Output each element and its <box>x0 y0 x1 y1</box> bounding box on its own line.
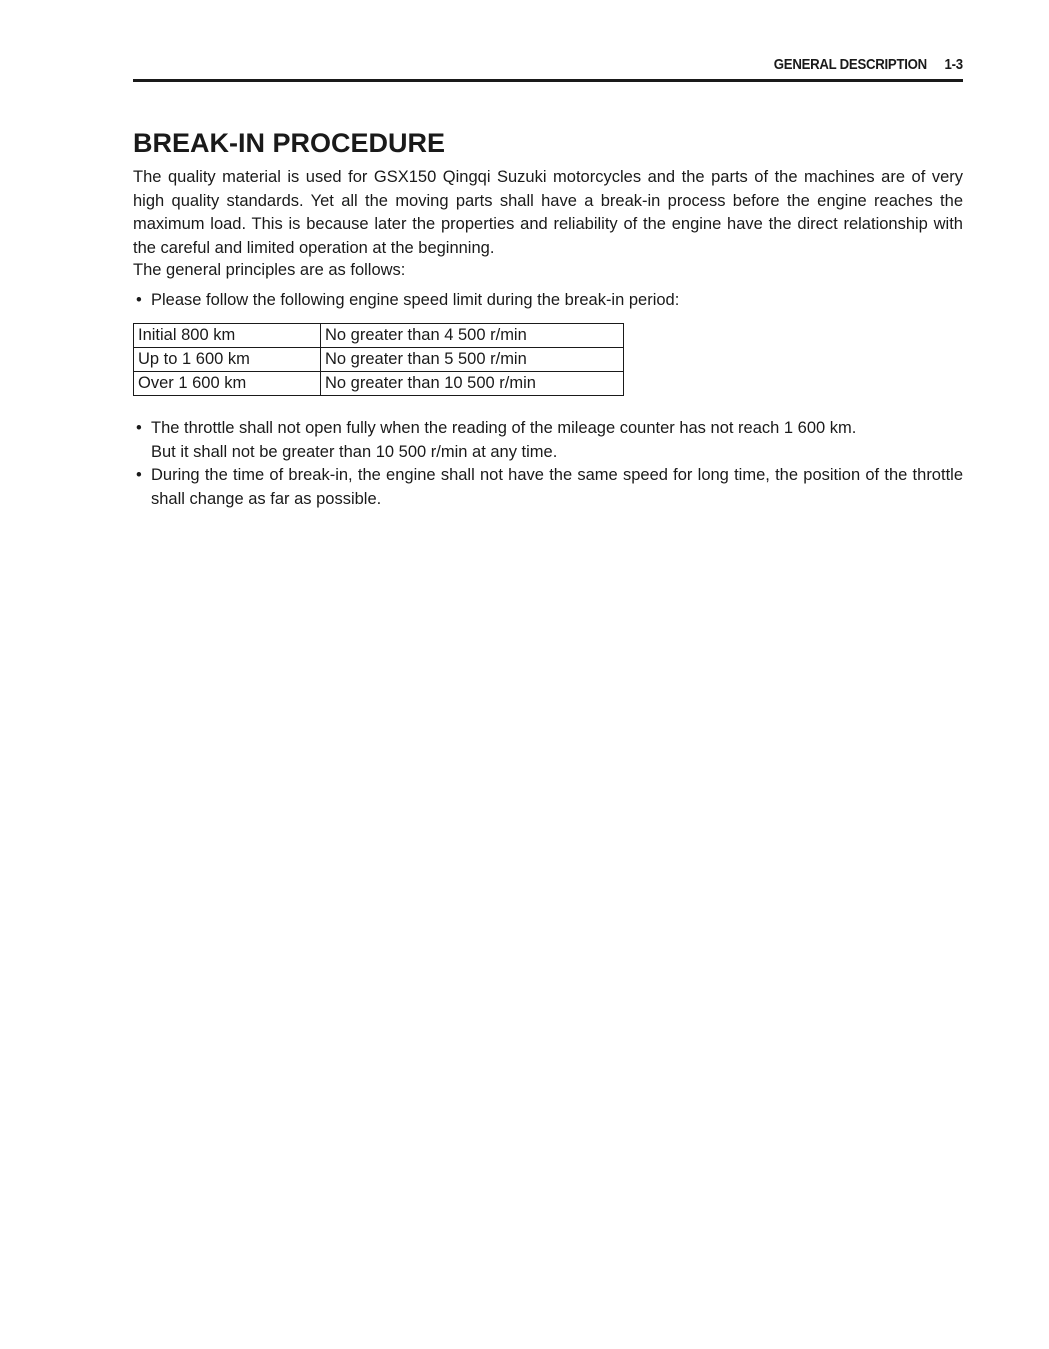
table-cell-distance: Over 1 600 km <box>134 372 321 396</box>
bullet-text-line: The throttle shall not open fully when the reading of the mileage counter has not reach 1 600 km. <box>151 419 857 437</box>
table-row <box>134 372 624 396</box>
table-cell-distance: Up to 1 600 km <box>134 348 321 372</box>
bullet-throttle-position <box>133 464 963 511</box>
bullet-glyph: • <box>136 291 142 309</box>
bullet-throttle-open <box>133 417 963 464</box>
header-rule <box>133 79 963 82</box>
page-title: BREAK-IN PROCEDURE <box>133 128 446 158</box>
bullet-glyph: • <box>136 466 142 484</box>
header-page-number: 1-3 <box>944 56 963 73</box>
table-cell-limit: No greater than 10 500 r/min <box>321 372 624 396</box>
header-section-title: GENERAL DESCRIPTION <box>773 56 928 73</box>
bullet-text <box>151 417 963 464</box>
principles-intro: The general principles are as follows: <box>133 261 406 279</box>
bullet-text-line: But it shall not be greater than 10 500 r/min at any time. <box>151 442 558 461</box>
table-cell-limit: No greater than 5 500 r/min <box>321 348 624 372</box>
running-header <box>774 56 963 78</box>
table-cell-limit: No greater than 4 500 r/min <box>321 324 624 348</box>
bullet-text: During the time of break-in, the engine shall not have the same speed for long time, the position of the throttle shall change as far as possible. <box>151 466 963 508</box>
bullet-text: Please follow the following engine speed limit during the break-in period: <box>151 291 680 309</box>
speed-limit-table <box>133 323 624 396</box>
table-row <box>134 324 624 348</box>
table-cell-distance: Initial 800 km <box>134 324 321 348</box>
bullet-speed-limit <box>133 289 963 313</box>
bullet-glyph: • <box>136 419 142 437</box>
table-row <box>134 348 624 372</box>
intro-paragraph: The quality material is used for GSX150 Qingqi Suzuki motorcycles and the parts of the machines are of very high quality standards. Yet all the moving parts shall have a break-in process before the engine reaches the maximum load. This is because later the properties and reliability of the engine have the direct relationship with the careful and limited operation at the beginning. <box>133 168 963 257</box>
